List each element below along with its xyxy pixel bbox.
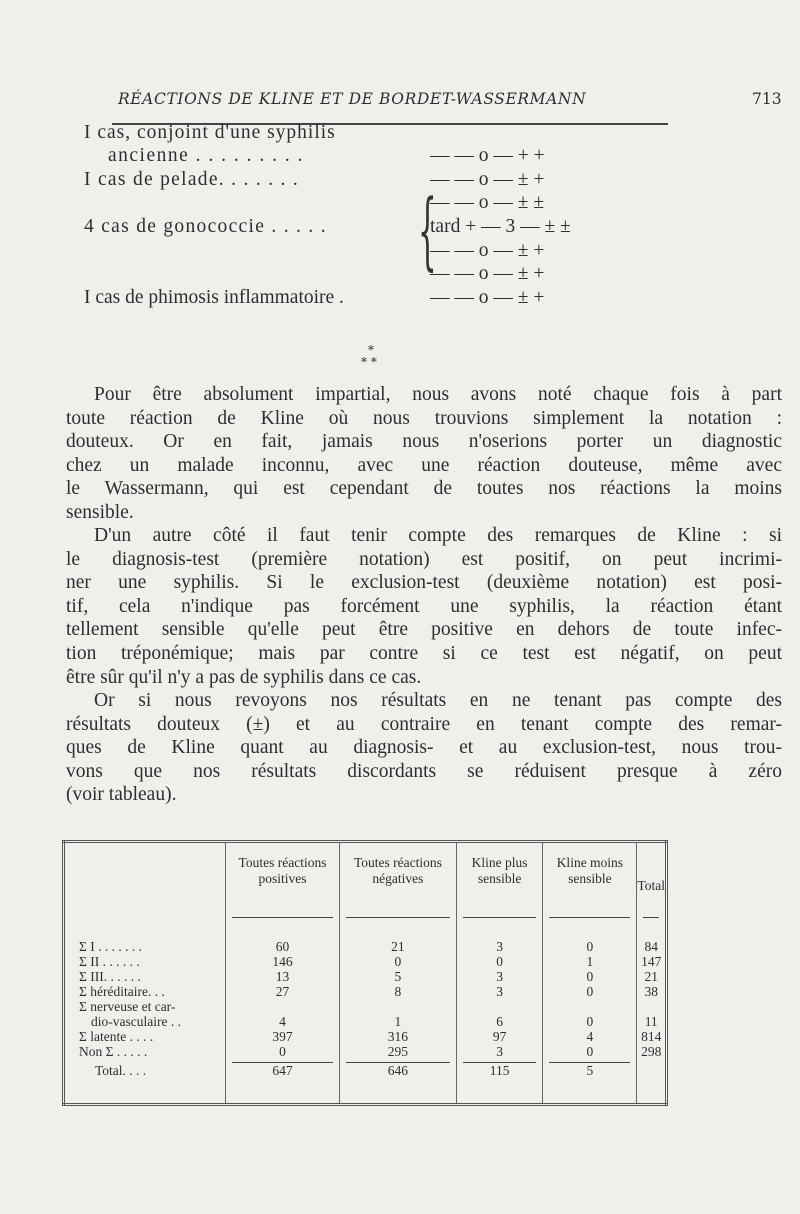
total-cell: 647 bbox=[226, 1063, 340, 1105]
column-header: Toutes réactions négatives bbox=[340, 842, 457, 918]
text-line: résultats douteux (±) et au contraire en tenant compte des remar- bbox=[66, 713, 782, 735]
table-cell bbox=[456, 999, 543, 1014]
case-results: — — o — ± + bbox=[430, 287, 545, 308]
asterism-bottom: * * bbox=[361, 355, 377, 369]
table-cell: 6 bbox=[456, 1014, 543, 1029]
case-results: — — o — ± + bbox=[430, 240, 545, 261]
table-cell: 0 bbox=[456, 954, 543, 969]
row-label: Non Σ . . . . . bbox=[79, 1044, 148, 1059]
table-row bbox=[64, 969, 667, 984]
case-results: — — o — + + bbox=[430, 145, 545, 166]
table-cell: 5 bbox=[340, 969, 457, 984]
table-row bbox=[64, 1029, 667, 1044]
case-label: I cas de pelade. . . . . . . bbox=[84, 169, 300, 190]
table-row bbox=[64, 1014, 667, 1029]
table-cell: 1 bbox=[543, 954, 637, 969]
table-cell: 3 bbox=[456, 939, 543, 954]
text-line: (voir tableau). bbox=[66, 784, 177, 806]
table-cell: 295 bbox=[340, 1044, 457, 1059]
table-cell bbox=[226, 999, 340, 1014]
total-cell: 646 bbox=[340, 1063, 457, 1105]
case-label: 4 cas de gonococcie . . . . . bbox=[84, 216, 327, 237]
row-label: Σ III. . . . . . bbox=[79, 969, 141, 984]
table-cell: 0 bbox=[543, 939, 637, 954]
table-cell: 4 bbox=[226, 1014, 340, 1029]
total-cell: 5 bbox=[543, 1063, 637, 1105]
column-header: Kline plus sensible bbox=[456, 842, 543, 918]
total-cell bbox=[637, 1063, 667, 1105]
row-label: Σ latente . . . . bbox=[79, 1029, 154, 1044]
brace-symbol: { bbox=[418, 181, 437, 279]
table-cell: 0 bbox=[340, 954, 457, 969]
table-cell: 13 bbox=[226, 969, 340, 984]
table-row bbox=[64, 1044, 667, 1059]
table-cell: 84 bbox=[637, 939, 667, 954]
table-cell: 1 bbox=[340, 1014, 457, 1029]
text-line: tellement sensible qu'elle peut être positive en dehors de toute infec- bbox=[66, 619, 782, 641]
text-line: Pour être absolument impartial, nous avons noté chaque fois à part bbox=[94, 384, 782, 405]
column-header: Kline moins sensible bbox=[543, 842, 637, 918]
table-cell: 21 bbox=[340, 939, 457, 954]
table-cell: 298 bbox=[637, 1044, 667, 1059]
row-label: Σ héréditaire. . . bbox=[79, 984, 165, 999]
column-header: Toutes réactions positives bbox=[226, 842, 340, 918]
table-cell: 3 bbox=[456, 1044, 543, 1059]
table-cell: 27 bbox=[226, 984, 340, 999]
table-cell: 3 bbox=[456, 984, 543, 999]
table-cell: 0 bbox=[543, 1044, 637, 1059]
table-row bbox=[64, 999, 667, 1014]
total-cell: 115 bbox=[456, 1063, 543, 1105]
table-cell bbox=[340, 999, 457, 1014]
total-row bbox=[64, 1063, 667, 1105]
asterism-top: * bbox=[368, 343, 374, 357]
text-line: chez un malade inconnu, avec une réaction douteuse, même avec bbox=[66, 454, 782, 476]
table-cell: 0 bbox=[543, 969, 637, 984]
table-cell: 0 bbox=[226, 1044, 340, 1059]
case-results: — — o — ± + bbox=[430, 263, 545, 284]
table-row bbox=[64, 984, 667, 999]
text-line: ner une syphilis. Si le exclusion-test (deuxième notation) est posi- bbox=[66, 572, 782, 594]
row-label: Σ nerveuse et car- bbox=[79, 999, 176, 1014]
case-label: I cas, conjoint d'une syphilis bbox=[84, 122, 336, 143]
case-results: — — o — ± + bbox=[430, 169, 545, 190]
table-row bbox=[64, 939, 667, 954]
text-line: tif, cela n'indique pas forcément une syphilis, la réaction étant bbox=[66, 595, 782, 617]
case-label: ancienne . . . . . . . . . bbox=[108, 145, 305, 166]
text-line: ques de Kline quant au diagnosis- et au exclusion-test, nous trou- bbox=[66, 737, 782, 759]
text-line: le Wassermann, qui est cependant de toutes nos réactions la moins bbox=[66, 478, 782, 500]
text-line: Or si nous revoyons nos résultats en ne tenant pas compte des bbox=[94, 690, 782, 711]
row-label: Σ I . . . . . . . bbox=[79, 939, 142, 954]
table-cell: 0 bbox=[543, 1014, 637, 1029]
case-results: — — o — ± ± bbox=[430, 192, 545, 213]
results-table bbox=[62, 840, 668, 1106]
table-cell bbox=[543, 999, 637, 1014]
table-cell: 0 bbox=[543, 984, 637, 999]
text-line: être sûr qu'il n'y a pas de syphilis dans ce cas. bbox=[66, 666, 422, 688]
row-label: dio-vasculaire . . bbox=[91, 1014, 181, 1029]
case-label: I cas de phimosis inflammatoire . bbox=[84, 287, 344, 308]
text-line: le diagnosis-test (première notation) est positif, on peut incrimi- bbox=[66, 548, 782, 570]
table-cell: 316 bbox=[340, 1029, 457, 1044]
text-line: toute réaction de Kline où nous trouvions simplement la notation : bbox=[66, 407, 782, 429]
page-number: 713 bbox=[752, 90, 782, 108]
table-cell: 814 bbox=[637, 1029, 667, 1044]
table-cell: 8 bbox=[340, 984, 457, 999]
table-row bbox=[64, 954, 667, 969]
column-header: Total bbox=[637, 842, 667, 918]
table-cell: 3 bbox=[456, 969, 543, 984]
table-cell: 97 bbox=[456, 1029, 543, 1044]
table-cell: 38 bbox=[637, 984, 667, 999]
text-line: tion tréponémique; mais par contre si ce test est négatif, on peut bbox=[66, 643, 782, 664]
table-cell bbox=[637, 999, 667, 1014]
text-line: vons que nos résultats discordants se réduisent presque à zéro bbox=[66, 760, 782, 782]
table-cell: 146 bbox=[226, 954, 340, 969]
table-cell: 11 bbox=[637, 1014, 667, 1029]
case-results: tard + — 3 — ± ± bbox=[430, 216, 571, 237]
running-header: RÉACTIONS DE KLINE ET DE BORDET-WASSERMANN bbox=[118, 90, 587, 108]
row-label: Σ II . . . . . . bbox=[79, 954, 140, 969]
table-cell: 397 bbox=[226, 1029, 340, 1044]
total-label: Total. . . . bbox=[95, 1063, 147, 1078]
text-line: D'un autre côté il faut tenir compte des remarques de Kline : si bbox=[94, 525, 782, 546]
table-cell: 21 bbox=[637, 969, 667, 984]
text-line: sensible. bbox=[66, 502, 134, 523]
table-cell: 147 bbox=[637, 954, 667, 969]
table-cell: 60 bbox=[226, 939, 340, 954]
table-cell: 4 bbox=[543, 1029, 637, 1044]
table-corner bbox=[64, 842, 226, 918]
text-line: douteux. Or en fait, jamais nous n'oserions porter un diagnostic bbox=[66, 431, 782, 453]
